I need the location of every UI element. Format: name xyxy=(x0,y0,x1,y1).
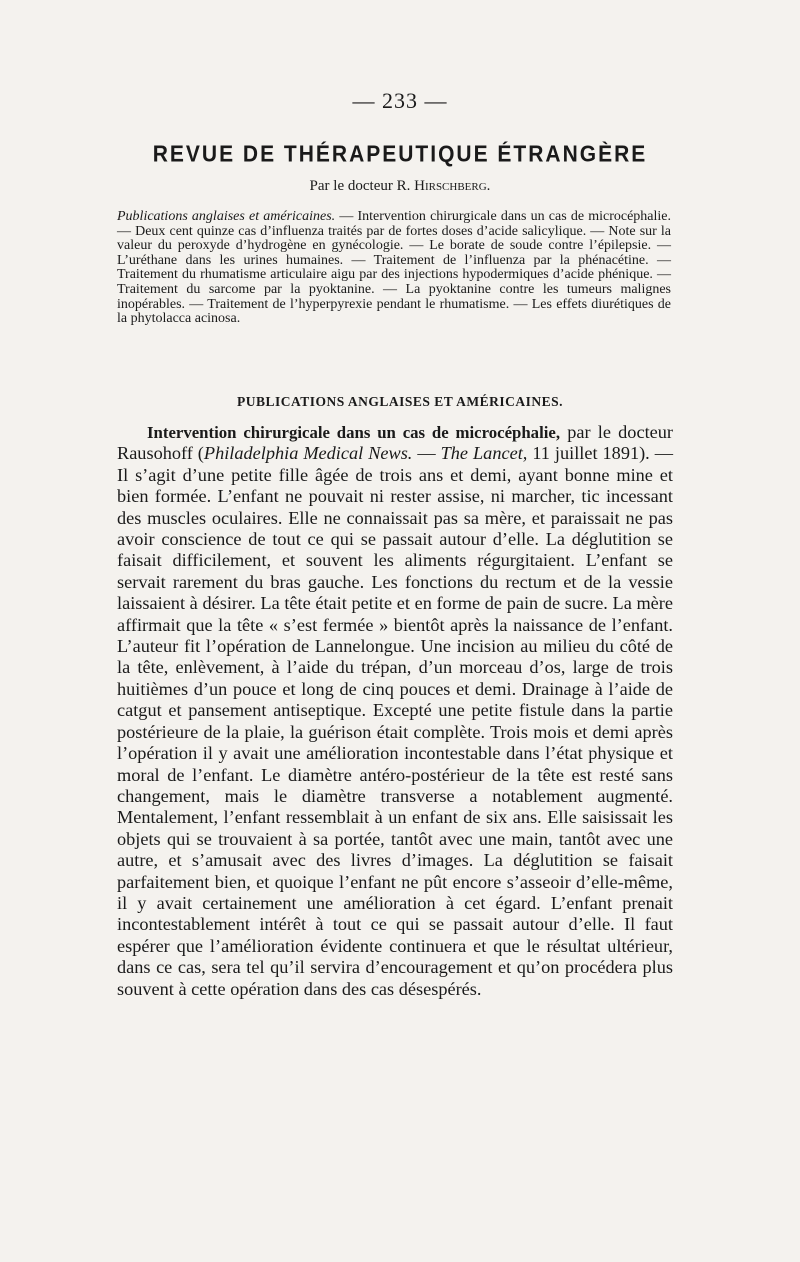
article-heading: Intervention chirurgicale dans un cas de microcéphalie, xyxy=(147,423,561,442)
section-heading: PUBLICATIONS ANGLAISES ET AMÉRICAINES. xyxy=(236,394,564,409)
page-number: — 233 — xyxy=(352,88,448,113)
page-title: REVUE DE THÉRAPEUTIQUE ÉTRANGÈRE xyxy=(152,141,648,168)
author-line xyxy=(0,178,800,195)
journal-name-1: Philadelphia Medical News. xyxy=(203,443,413,464)
journal-name-2: The Lancet, xyxy=(440,443,528,464)
article-paragraph xyxy=(117,422,673,1000)
article-byline: par le docteur Rausohoff ( xyxy=(117,422,673,464)
summary-intro: Publications anglaises et américaines. xyxy=(117,209,336,224)
summary-text: — Intervention chirurgicale dans un cas de microcéphalie. — Deux cent quinze cas d’influenza traités par de fortes doses d’acide salicylique. — Note sur la valeur du peroxyde d’hydrogène en gynécologie. — Le borate de soude contre l’épilepsie. — L’uréthane dans les urines humaines. — Traitement de l’influenza par la phénacétine. — Traitement du rhumatisme articulaire aigu par des injections hypodermiques d’acide phénique. — Traitement du sarcome par la pyoktanine. — La pyoktanine contre les tumeurs malignes inopérables. — Traitement de l’hyperpyrexie pendant le rhumatisme. — Les effets diurétiques de la phytolacca acinosa. xyxy=(117,209,671,327)
article-text: 11 juillet 1891). — Il s’agit d’une petite fille âgée de trois ans et demi, ayant bonne mine et bien formée. L’enfant ne pouvait ni rester assise, ni marcher, tic incessant des muscles oculaires. Elle ne connaissait pas sa mère, et paraissait ne pas avoir conscience de tout ce qui se passait autour d’elle. La déglutition se faisait difficilement, et souvent les aliments régurgitaient. L’enfant se servait rarement du bras gauche. Les fonctions du rectum et de la vessie laissaient à désirer. La tête était petite et en forme de pain de sucre. La mère affirmait que la tête « s’est fermée » bientôt après la naissance de l’enfant. L’auteur fit l’opération de Lannelongue. Une incision au milieu du côté de la tête, enlèvement, à l’aide du trépan, d’un morceau d’os, large de trois huitièmes d’un pouce et long de cinq pouces et demi. Drainage à l’aide de catgut et pansement antiseptique. Excepté une petite fistule dans la partie postérieure de la plaie, la guérison était complète. Trois mois et demi après l’opération il y avait une amélioration incontestable dans l’état physique et moral de l’enfant. Le diamètre antéro-postérieur de la tête est resté sans changement, mais le diamètre transverse a notablement augmenté. Mentalement, l’enfant ressemblait à un enfant de six ans. Elle saisissait les objets qui se trouvaient à sa portée, tantôt avec une main, tantôt avec une autre, et s’amusait avec des livres d’images. La déglutition se faisait parfaitement bien, et quoique l’enfant ne pût encore s’asseoir d’elle-même, il y avait certainement une amélioration à cet égard. L’enfant prenait incontestablement intérêt à tout ce qui se passait autour d’elle. Il faut espérer que l’amélioration évidente continuera et que le résultat ultérieur, dans ce cas, sera tel qu’il servira d’encouragement et qu’on procédera plus souvent à cette opération dans des cas désespérés. xyxy=(117,443,674,999)
summary-paragraph xyxy=(117,210,671,327)
author-prefix: Par le docteur R. xyxy=(309,178,411,194)
author-name: Hirschberg. xyxy=(414,178,491,194)
article-body xyxy=(117,422,673,1000)
journal-separator: — xyxy=(412,443,441,464)
